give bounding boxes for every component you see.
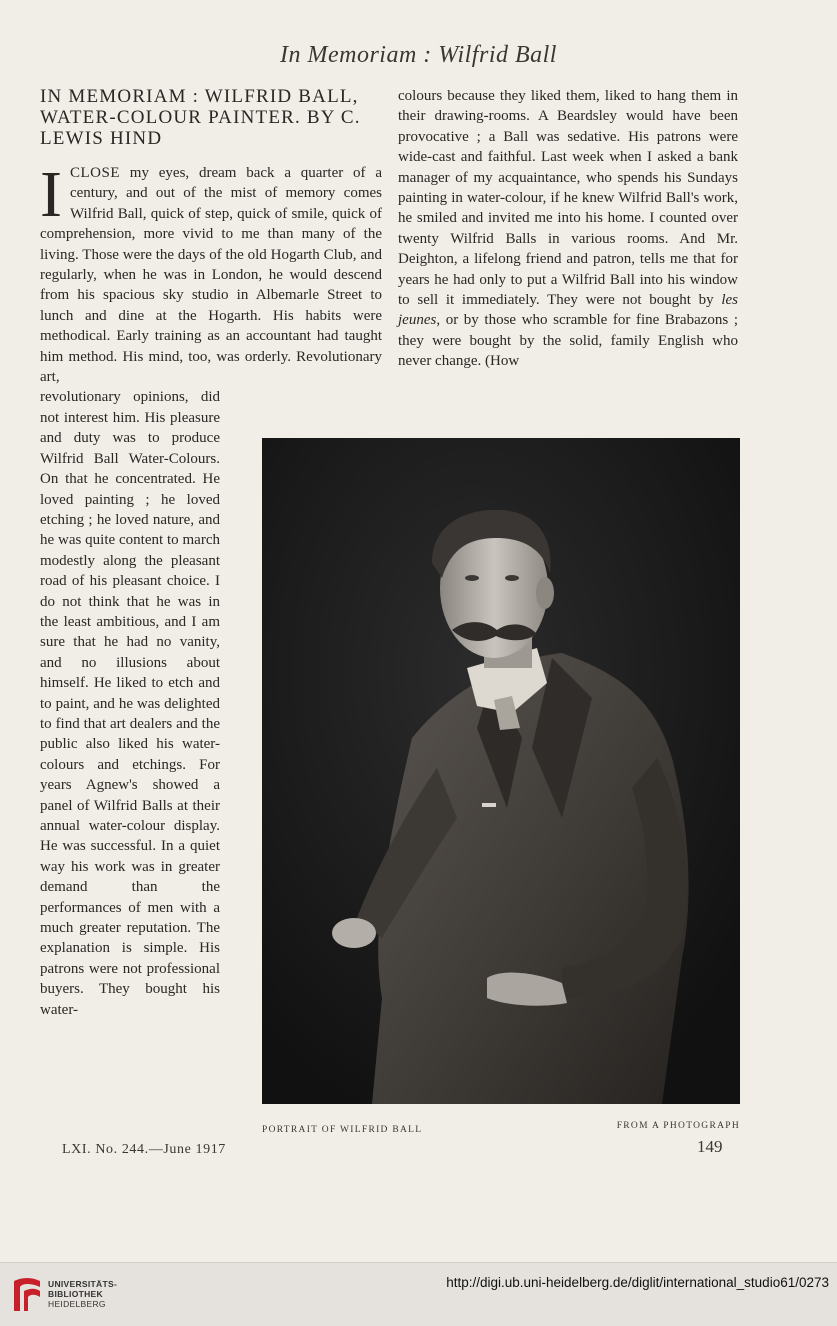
library-logo-icon	[10, 1275, 44, 1315]
figure-caption: PORTRAIT OF WILFRID BALL	[262, 1125, 423, 1135]
right-column	[398, 86, 738, 372]
paragraph-right	[398, 86, 738, 372]
logo-line: HEIDELBERG	[48, 1299, 106, 1309]
portrait-photograph	[262, 438, 740, 1104]
italic-phrase: les jeunes	[398, 292, 738, 329]
paragraph-text: , or by those who scramble for fine Brabazons ; they were bought by the solid, family English who never change. (How	[398, 312, 738, 370]
logo-line: UNIVERSITÄTS-	[48, 1279, 118, 1289]
paragraph-opening	[40, 158, 382, 387]
logo-line: BIBLIOTHEK	[48, 1289, 103, 1299]
paragraph-text: my eyes, dream back a quarter of a century, and out of the mist of memory comes Wilfrid Ball, quick of step, quick of smile, quick of comprehension, more vivid to me than many of the living. Those were the days of the old Hogarth Club, and regularly, when he was in London, he would descend from his spacious sky studio in Albemarle Street to lunch and dine at the Hogarth. His habits were methodical. Early training as an accountant had taught him method. His mind, too, was orderly. Revolutionary art,	[40, 165, 382, 386]
issue-line: LXI. No. 244.—June 1917	[62, 1142, 226, 1157]
lead-word: CLOSE	[69, 165, 120, 181]
portrait-figure-illustration	[262, 438, 740, 1104]
article-title: IN MEMORIAM : WILFRID BALL, WATER-COLOUR PAINTER. BY C. LEWIS HIND	[40, 86, 361, 149]
paragraph-narrow: revolutionary opinions, did not interest him. His pleasure and duty was to produce Wilfrid Ball Water-Colours. On that he concentrated. He loved painting ; he loved etching ; he loved nature, and he was quite content to march modestly along the pleasant road of his pleasant choice. I do not think that he was in the least ambitious, and I am sure that he had no vanity, and no illusions about himself. He liked to etch and to paint, and he was delighted to find that art dealers and the public also liked his water-colours and etchings. For years Agnew's showed a panel of Wilfrid Balls at their annual water-colour display. He was successful. In a quiet way his work was in greater demand than the performances of men with a much greater reputation. The explanation is simple. His patrons were not professional buyers. They bought his water-	[40, 389, 220, 1018]
running-head: In Memoriam : Wilfrid Ball	[280, 42, 557, 68]
viewer-footer-bar	[0, 1262, 837, 1326]
page-number: 149	[697, 1137, 723, 1156]
drop-cap: I	[40, 158, 62, 231]
figure-credit: FROM A PHOTOGRAPH	[616, 1121, 740, 1131]
source-url-link[interactable]: http://digi.ub.uni-heidelberg.de/diglit/international_studio61/0273	[446, 1275, 829, 1290]
paragraph-text: colours because they liked them, liked to hang them in their drawing-rooms. A Beardsley would have been provocative ; a Ball was sedative. His patrons were wide-cast and faithful. Last week when I asked a bank manager of my acquaintance, who spends his Sundays painting in water-colour, if he knew Wilfrid Ball's work, he smiled and invited me into his home. I counted over twenty Wilfrid Balls in various rooms. And Mr. Deighton, a lifelong friend and patron, tells me that for years he had only to put a Wilfrid Ball into his window to sell it immediately. They were not bought by	[398, 88, 738, 309]
library-logo-text	[48, 1279, 117, 1309]
